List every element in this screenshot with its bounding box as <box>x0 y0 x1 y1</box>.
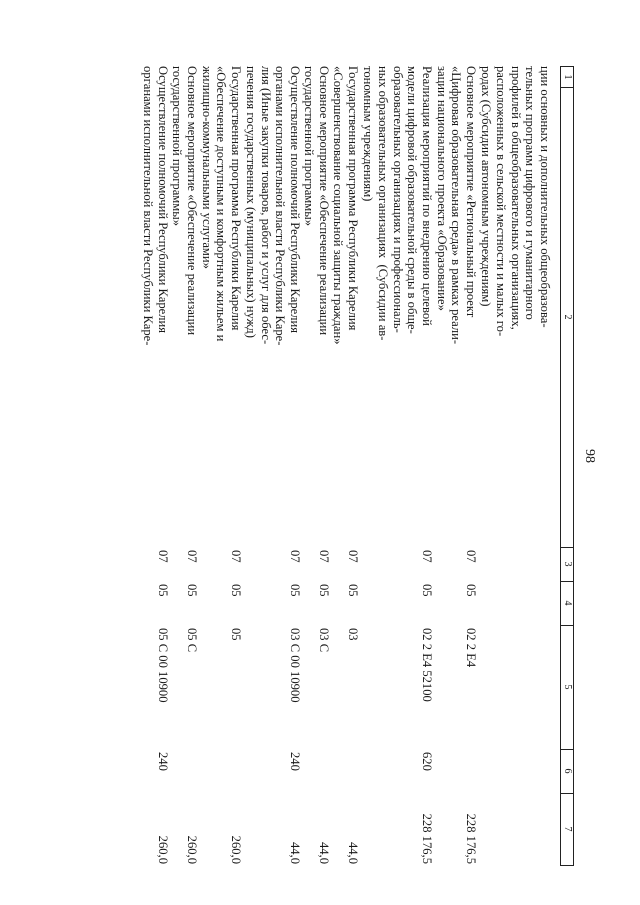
section-code: 07 <box>288 550 302 563</box>
section-code: 07 <box>317 550 331 563</box>
description-line: тельных программ цифрового и гуманитарного <box>523 66 538 320</box>
target-article: 05 С 00 10900 <box>156 628 170 703</box>
description-line: модели цифровой образовательной среды в обще- <box>405 66 420 334</box>
section-code: 07 <box>464 550 478 563</box>
row-description <box>170 66 199 546</box>
row-description <box>141 66 170 546</box>
description-line: зации национального проекта «Образование» <box>434 66 449 311</box>
header-col-6: 6 <box>562 768 573 774</box>
target-article: 02 2 E4 <box>464 628 478 668</box>
description-line: Основное мероприятие «Региональный проект <box>464 66 478 318</box>
target-article: 03 С <box>317 628 331 653</box>
header-col-2: 2 <box>562 314 573 320</box>
amount: 260,0 <box>185 835 199 864</box>
description-line: «Обеспечение доступным и комфортным жильем и <box>214 66 229 342</box>
subsection-code: 05 <box>464 584 478 597</box>
row-description <box>331 66 360 546</box>
description-line: Осуществление полномочий Республики Карелия <box>156 66 170 334</box>
expense-type: 240 <box>156 752 170 771</box>
amount: 44,0 <box>317 841 331 864</box>
target-article: 02 2 E4 52100 <box>420 628 434 702</box>
row-description <box>434 66 478 546</box>
description-line: органами исполнительной власти Республики Каре- <box>141 66 156 346</box>
description-line: Реализация мероприятий по внедрению целевой <box>420 66 434 326</box>
page-number: 98 <box>582 449 597 463</box>
subsection-code: 05 <box>185 584 199 597</box>
header-col-3: 3 <box>562 561 573 567</box>
header-col-4: 4 <box>562 600 573 606</box>
row-description <box>302 66 331 546</box>
description-line: Основное мероприятие «Обеспечение реализации <box>185 66 199 336</box>
subsection-code: 05 <box>317 584 331 597</box>
amount: 260,0 <box>229 835 243 864</box>
subsection-code: 05 <box>288 584 302 597</box>
row-description <box>199 66 243 546</box>
subsection-code: 05 <box>420 584 434 597</box>
section-code: 07 <box>229 550 243 563</box>
description-line: государственной программы» <box>302 66 317 226</box>
description-line: «Цифровая образовательная среда» в рамках реали- <box>449 66 464 345</box>
description-line: органами исполнительной власти Республики Каре- <box>273 66 288 346</box>
section-code: 07 <box>185 550 199 563</box>
row-description <box>360 66 434 546</box>
header-col-1: 1 <box>562 74 573 80</box>
amount: 228 176,5 <box>420 813 434 864</box>
description-line: профилей в общеобразовательных организациях, <box>508 66 523 330</box>
subsection-code: 05 <box>346 584 360 597</box>
table-header <box>560 66 574 866</box>
subsection-code: 05 <box>229 584 243 597</box>
header-col-7: 7 <box>562 826 573 832</box>
subsection-code: 05 <box>156 584 170 597</box>
description-line: родах (Субсидии автономным учреждениям) <box>479 66 494 307</box>
target-article: 03 <box>346 628 360 641</box>
section-code: 07 <box>156 550 170 563</box>
description-line: жилищно-коммунальными услугами» <box>199 66 214 269</box>
rotated-table <box>54 66 574 866</box>
amount: 260,0 <box>156 835 170 864</box>
section-code: 07 <box>420 550 434 563</box>
description-line: расположенных в сельской местности и малых го- <box>493 66 508 337</box>
row-description <box>478 66 552 546</box>
description-line: образовательных организациях и профессиональ- <box>390 66 405 333</box>
description-line: печения государственных (муниципальных) нужд) <box>243 66 258 338</box>
description-line: лия (Иные закупки товаров, работ и услуг для обес- <box>258 66 273 345</box>
target-article: 05 <box>229 628 243 641</box>
target-article: 03 С 00 10900 <box>288 628 302 703</box>
description-line: государственной программы» <box>170 66 185 226</box>
description-line: Осуществление полномочий Республики Карелия <box>288 66 302 334</box>
description-line: Основное мероприятие «Обеспечение реализации <box>317 66 331 336</box>
expense-type: 620 <box>420 752 434 771</box>
amount: 228 176,5 <box>464 813 478 864</box>
amount: 44,0 <box>288 841 302 864</box>
row-description <box>243 66 302 546</box>
target-article: 05 С <box>185 628 199 653</box>
description-line: Государственная программа Республики Карелия <box>229 66 243 331</box>
header-col-5: 5 <box>562 684 573 690</box>
description-line: ции основных и дополнительных общеобразова- <box>538 66 552 328</box>
description-line: ных образовательных организациях (Субсидии ав- <box>375 66 390 341</box>
amount: 44,0 <box>346 841 360 864</box>
description-line: Государственная программа Республики Карелия <box>346 66 360 331</box>
expense-type: 240 <box>288 752 302 771</box>
section-code: 07 <box>346 550 360 563</box>
description-line: тономным учреждениям) <box>361 66 376 202</box>
description-line: «Совершенствование социальной защиты граждан» <box>331 66 346 345</box>
